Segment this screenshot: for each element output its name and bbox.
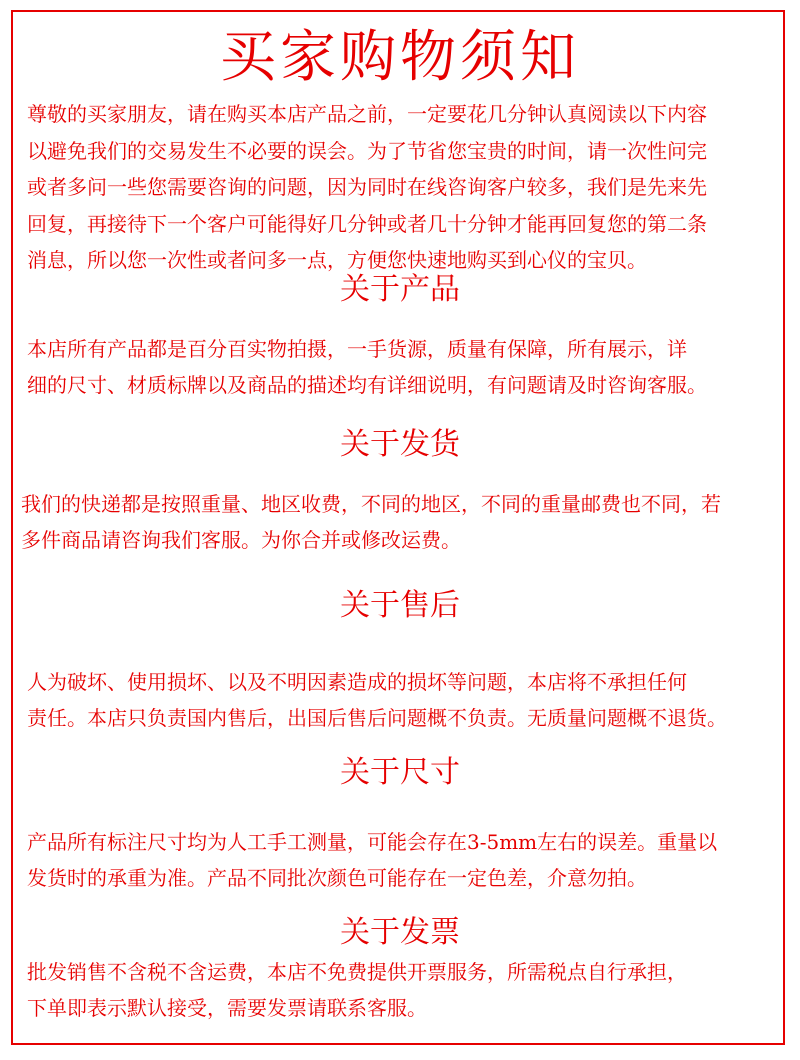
section-text-after-sales: 人为破坏、使用损坏、以及不明因素造成的损坏等问题，本店将不承担任何 责任。本店只负责国内售后，出国后售后问题概不负责。无质量问题概不退货。: [27, 670, 727, 730]
section-text-invoice: 批发销售不含税不含运费，本店不免费提供开票服务，所需税点自行承担， 下单即表示默认接受，需要发票请联系客服。: [27, 960, 687, 1020]
intro-paragraph: 尊敬的买家朋友，请在购买本店产品之前，一定要花几分钟认真阅读以下内容 以避免我们的交易发生不必要的误会。为了节省您宝贵的时间，请一次性问完 或者多问一些您需要咨询的问题，因为同时在线咨询客户较多，我们是先来先 回复，再接待下一个客户可能得好几分钟或者几十分钟才能再回复您的第二条 消息，所以您一次性或者问多一点，方便您快速地购买到心仪的宝贝。: [27, 102, 707, 272]
section-text-size: 产品所有标注尺寸均为人工手工测量，可能会存在3-5mm左右的误差。重量以 发货时的承重为准。产品不同批次颜色可能存在一定色差，介意勿拍。: [27, 830, 718, 890]
section-heading-product: 关于产品: [340, 272, 460, 307]
section-heading-after-sales: 关于售后: [340, 588, 460, 623]
page-title: 买家购物须知: [220, 25, 580, 90]
section-heading-invoice: 关于发票: [340, 915, 460, 950]
section-text-shipping: 我们的快递都是按照重量、地区收费，不同的地区，不同的重量邮费也不同，若 多件商品请咨询我们客服。为你合并或修改运费。: [21, 492, 721, 552]
section-heading-shipping: 关于发货: [340, 427, 460, 462]
section-text-product: 本店所有产品都是百分百实物拍摄，一手货源，质量有保障，所有展示，详 细的尺寸、材质标牌以及商品的描述均有详细说明，有问题请及时咨询客服。: [27, 337, 707, 397]
section-heading-size: 关于尺寸: [340, 755, 460, 790]
